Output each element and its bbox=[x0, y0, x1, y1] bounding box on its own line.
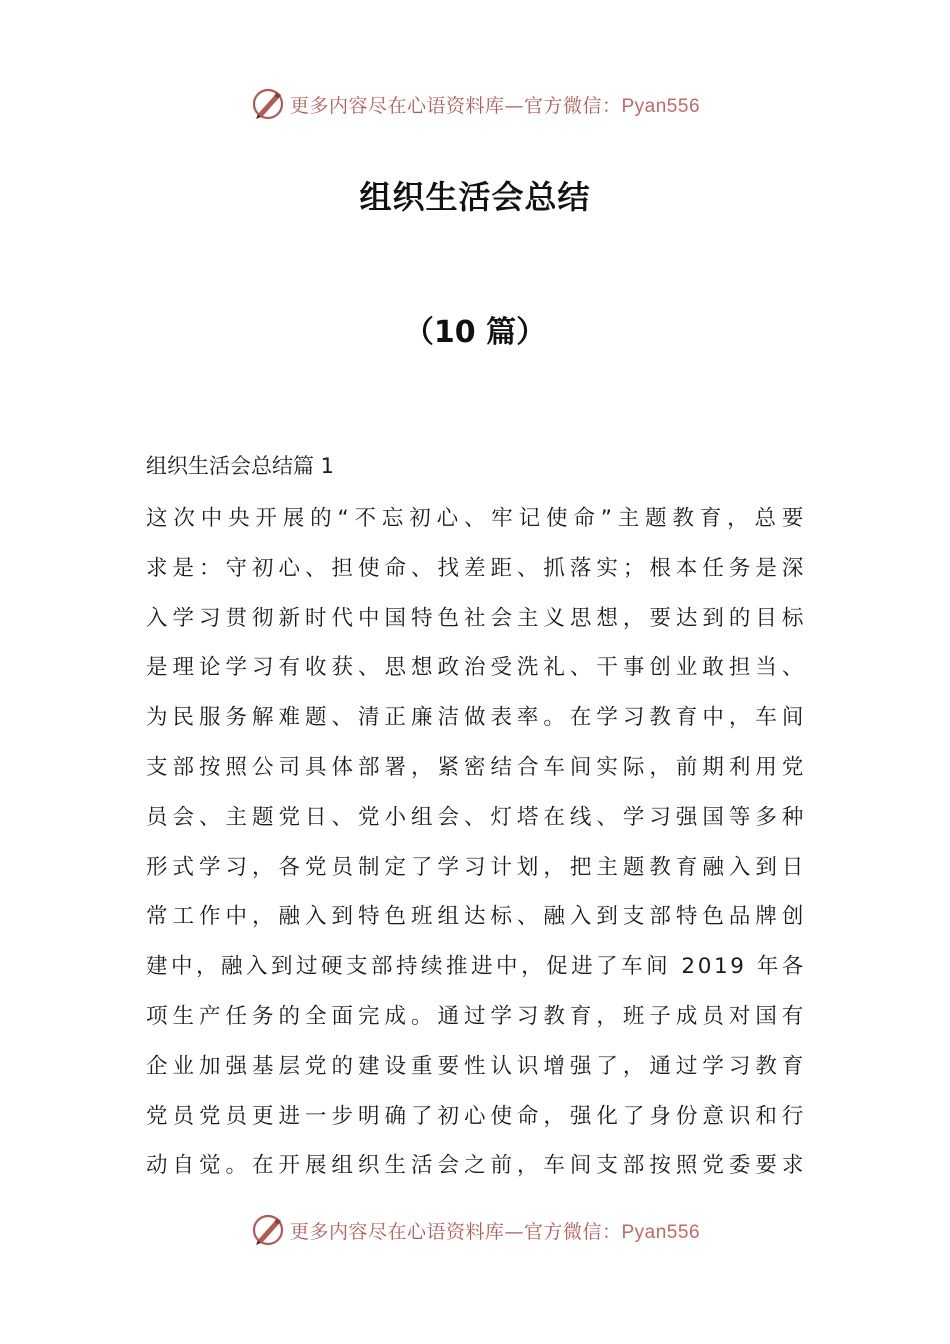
pen-logo-icon bbox=[250, 1212, 286, 1248]
paragraph-line: 常工作中，融入到特色班组达标、融入到支部特色品牌创 bbox=[146, 904, 806, 930]
paragraph-line: 支部按照公司具体部署，紧密结合车间实际，前期利用党 bbox=[146, 754, 806, 780]
paragraph-line: 形式学习，各党员制定了学习计划，把主题教育融入到日 bbox=[146, 854, 806, 880]
paragraph-line: 项生产任务的全面完成。通过学习教育，班子成员对国有 bbox=[146, 1003, 806, 1029]
paragraph-line: 求是：守初心、担使命、找差距、抓落实；根本任务是深 bbox=[146, 555, 806, 581]
pen-logo-icon bbox=[250, 86, 286, 122]
paragraph-line: 为民服务解难题、清正廉洁做表率。在学习教育中，车间 bbox=[146, 705, 806, 731]
header-banner bbox=[0, 84, 950, 124]
paragraph-line: 动自觉。在开展组织生活会之前，车间支部按照党委要求 bbox=[146, 1153, 806, 1179]
paragraph-line: 这次中央开展的“不忘初心、牢记使命”主题教育，总要 bbox=[146, 506, 806, 531]
footer-banner bbox=[0, 1210, 950, 1250]
header-wechat-id: Pyan556 bbox=[621, 95, 701, 117]
document-title: 组织生活会总结 bbox=[359, 178, 591, 216]
body-paragraph bbox=[146, 494, 806, 1191]
paragraph-line: 党员党员更进一步明确了初心使命，强化了身份意识和行 bbox=[146, 1103, 806, 1129]
paragraph-line: 员会、主题党日、党小组会、灯塔在线、学习强国等多种 bbox=[146, 804, 806, 830]
paragraph-line: 入学习贯彻新时代中国特色社会主义思想，要达到的目标 bbox=[146, 605, 806, 631]
paragraph-line: 建中，融入到过硬支部持续推进中，促进了车间 2019 年各 bbox=[146, 954, 806, 980]
paragraph-line: 企业加强基层党的建设重要性认识增强了，通过学习教育 bbox=[146, 1053, 806, 1079]
paragraph-line: 是理论学习有收获、思想政治受洗礼、干事创业敢担当、 bbox=[146, 655, 806, 681]
footer-banner-text: 更多内容尽在心语资料库—官方微信：Pyan556 bbox=[289, 1220, 701, 1243]
header-banner-text: 更多内容尽在心语资料库—官方微信：Pyan556 bbox=[289, 94, 701, 117]
section-heading: 组织生活会总结篇 1 bbox=[146, 454, 335, 478]
footer-wechat-id: Pyan556 bbox=[621, 1221, 701, 1243]
document-subtitle: （10 篇） bbox=[403, 315, 547, 350]
